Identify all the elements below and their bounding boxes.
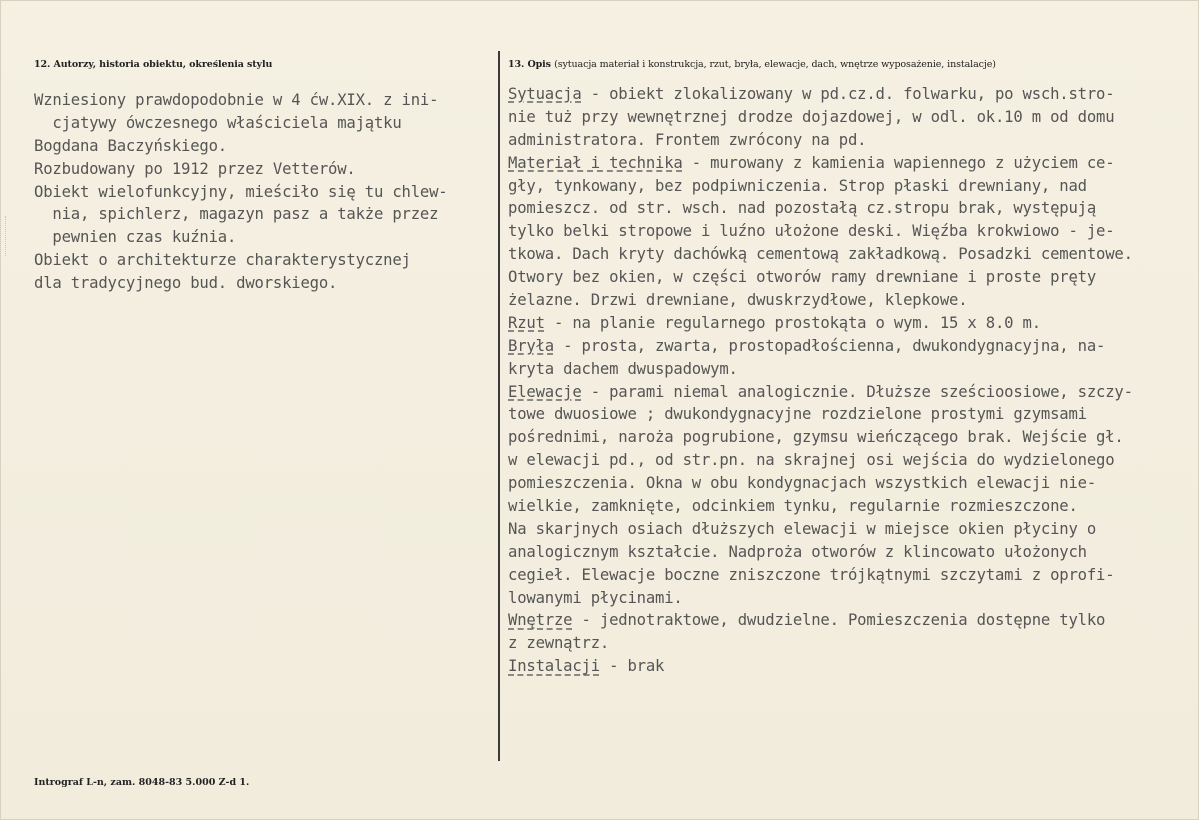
section-12-line: nia, spichlerz, magazyn pasz a także przez (34, 205, 439, 224)
section-13-term: Wnętrze (508, 611, 573, 630)
section-13-line-text: - obiekt zlokalizowany w pd.cz.d. folwarku, po wsch.stro- (581, 85, 1115, 103)
section-12-number: 12. (34, 59, 51, 70)
section-13-line-text: cegieł. Elewacje boczne zniszczone trójkątnymi szczytami z oprofi- (508, 565, 1115, 584)
section-13-line-text: - prosta, zwarta, prostopadłościenna, dwukondygnacyjna, na- (553, 336, 1106, 355)
section-13-line-text: żelazne. Drzwi drewniane, dwuskrzydłowe, klepkowe. (508, 291, 968, 310)
section-13-line (508, 312, 1133, 335)
section-13-term: Materiał i technika (508, 153, 683, 172)
section-13-line (508, 426, 1133, 449)
section-13-line (508, 632, 1133, 655)
section-13-line (508, 472, 1133, 495)
section-12-title: Autorzy, historia obiektu, określenia stylu (53, 59, 273, 70)
section-13-line-text: - brak (599, 657, 665, 676)
section-13-line-text: Otwory bez okien, w części otworów ramy drewniane i proste pręty (508, 268, 1097, 287)
section-13-line-text: nie tuż przy wewnętrznej drodze dojazdowej, w odl. ok.10 m od domu (508, 107, 1115, 126)
section-13-line-text: towe dwuosiowe ; dwukondygnacyjne rozdzielone prostymi gzymsami (508, 405, 1087, 424)
section-13-line (508, 129, 1133, 152)
section-13-line (508, 381, 1133, 404)
section-13-line (508, 358, 1133, 381)
section-12-line: Rozbudowany po 1912 przez Vetterów. (34, 159, 356, 178)
section-13-line (508, 564, 1133, 587)
column-divider (498, 51, 500, 761)
section-13-line-text: administratora. Frontem zwrócony na pd. (508, 130, 867, 149)
section-12-line: Obiekt wielofunkcyjny, mieściło się tu chlew- (34, 182, 448, 201)
section-13-title: Opis (527, 59, 551, 70)
section-13-line-text: pośrednimi, naroża pogrubione, gzymsu wieńczącego brak. Wejście gł. (508, 428, 1124, 447)
section-13-line-text: kryta dachem dwuspadowym. (508, 359, 738, 378)
section-13-line (508, 83, 1133, 106)
section-13-line-text: - jednotraktowe, dwudzielne. Pomieszczenia dostępne tylko (572, 611, 1106, 630)
section-12-body (34, 89, 447, 295)
section-13-line-text: wielkie, zamknięte, odcinkiem tynku, regularnie rozmieszczone. (508, 497, 1078, 516)
section-13-line (508, 541, 1133, 564)
section-13-line (508, 243, 1133, 266)
section-12-line: Bogdana Baczyńskiego. (34, 136, 227, 155)
section-13-line (508, 152, 1133, 175)
section-13-line-text: gły, tynkowany, bez podpiwniczenia. Strop płaski drewniany, nad (508, 176, 1087, 195)
section-12-line: pewnien czas kuźnia. (34, 228, 237, 247)
section-13-line (508, 266, 1133, 289)
section-12-header (34, 59, 272, 70)
section-13-term: Instalacji (508, 657, 600, 676)
section-13-line (508, 220, 1133, 243)
section-13-line (508, 449, 1133, 472)
section-13-header (508, 59, 996, 70)
section-13-line (508, 106, 1133, 129)
printer-imprint: Intrograf L-n, zam. 8048-83 5.000 Z-d 1. (34, 777, 250, 788)
section-13-line-text: analogicznym kształcie. Nadproża otworów z klincowato ułożonych (508, 542, 1087, 561)
section-13-line (508, 518, 1133, 541)
section-13-line (508, 175, 1133, 198)
section-13-term: Elewacje (508, 382, 582, 401)
section-13-number: 13. (508, 59, 525, 70)
section-13-line-text: pomieszczenia. Okna w obu kondygnacjach wszystkich elewacji nie- (508, 474, 1097, 493)
section-13-line (508, 587, 1133, 610)
section-13-line-text: pomieszcz. od str. wsch. nad pozostałą cz.stropu brak, występują (508, 199, 1097, 218)
section-13-line (508, 609, 1133, 632)
section-12-line: cjatywy ówczesnego właściciela majątku (34, 113, 402, 132)
section-13-line-text: lowanymi płycinami. (508, 588, 683, 607)
section-13-line (508, 289, 1133, 312)
section-13-line-text: Na skarjnych osiach dłuższych elewacji w miejsce okien płyciny o (508, 519, 1097, 538)
section-13-line-text: tylko belki stropowe i luźno ułożone deski. Więźba krokwiowo - je- (508, 222, 1115, 241)
section-13-line-text: w elewacji pd., od str.pn. na skrajnej osi wejścia do wydzielonego (508, 451, 1115, 470)
section-12-line: Obiekt o architekturze charakterystycznej (34, 251, 411, 270)
section-13-line (508, 655, 1133, 678)
section-13-line (508, 335, 1133, 358)
section-13-line (508, 495, 1133, 518)
section-13-term: Rzut (508, 313, 545, 332)
section-12-line: Wzniesiony prawdopodobnie w 4 ćw.XIX. z ini- (34, 91, 439, 109)
section-13-term: Bryła (508, 336, 554, 355)
section-13-line-text: - na planie regularnego prostokąta o wym. 15 x 8.0 m. (544, 313, 1041, 332)
section-13-line (508, 197, 1133, 220)
edge-marks (5, 216, 8, 256)
section-13-line (508, 403, 1133, 426)
section-12-line: dla tradycyjnego bud. dworskiego. (34, 274, 338, 293)
section-13-body (508, 83, 1133, 678)
section-13-term: Sytuacja (508, 85, 582, 103)
section-13-detail: (sytuacja materiał i konstrukcja, rzut, bryła, elewacje, dach, wnętrze wyposażenie, instalacje) (554, 59, 996, 70)
section-13-line-text: z zewnątrz. (508, 634, 610, 653)
section-13-line-text: tkowa. Dach kryty dachówką cementową zakładkową. Posadzki cementowe. (508, 245, 1133, 264)
section-13-line-text: - parami niemal analogicznie. Dłuższe sześcioosiowe, szczy- (581, 382, 1133, 401)
section-13-line-text: - murowany z kamienia wapiennego z użyciem ce- (682, 153, 1115, 172)
